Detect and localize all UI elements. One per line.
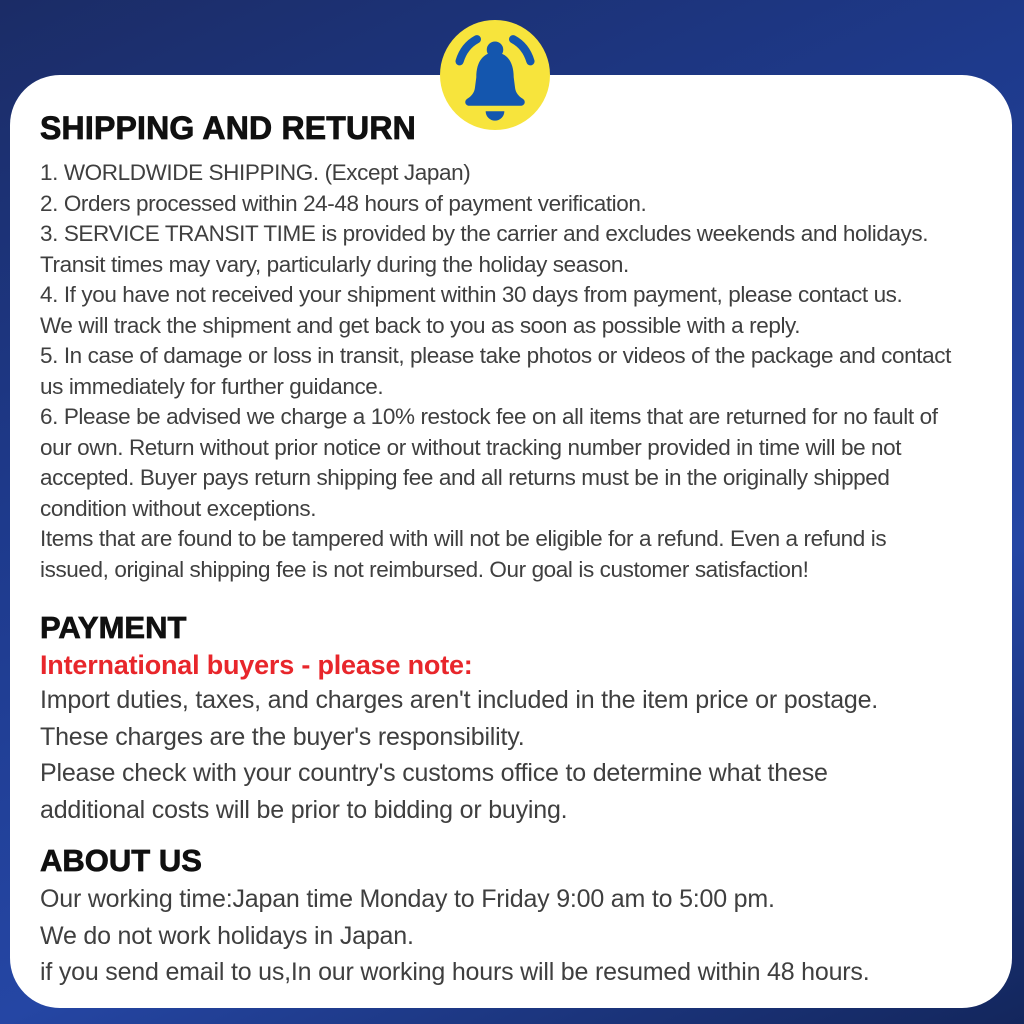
policy-line: These charges are the buyer's responsibility.	[40, 722, 525, 751]
policy-line: Please check with your country's customs office to determine what these	[40, 759, 828, 787]
policy-line: our own. Return without prior notice or without tracking number provided in time will be not	[40, 434, 902, 460]
about-us-text	[40, 881, 984, 991]
section-heading-shipping-and-return: SHIPPING AND RETURN	[40, 110, 416, 146]
policy-line: issued, original shipping fee is not reimbursed. Our goal is customer satisfaction!	[40, 556, 809, 582]
policy-line: 5. In case of damage or loss in transit, please take photos or videos of the package and contact	[40, 343, 951, 368]
policy-line: additional costs will be prior to bidding or buying.	[40, 795, 568, 824]
policy-line: condition without exceptions.	[40, 495, 317, 521]
notification-badge	[440, 20, 550, 130]
policy-line: 1. WORLDWIDE SHIPPING. (Except Japan)	[40, 160, 471, 185]
section-heading-payment: PAYMENT	[40, 610, 187, 645]
section-heading-about-us: ABOUT US	[40, 843, 202, 878]
policy-line: 3. SERVICE TRANSIT TIME is provided by the carrier and excludes weekends and holidays.	[40, 221, 929, 246]
policy-line: us immediately for further guidance.	[40, 373, 384, 399]
policy-line: Items that are found to be tampered with will not be eligible for a refund. Even a refund is	[40, 526, 887, 551]
payment-policy-text	[40, 682, 984, 828]
policy-card	[10, 75, 1012, 1008]
policy-line: Import duties, taxes, and charges aren't included in the item price or postage.	[40, 686, 879, 714]
policy-line: We do not work holidays in Japan.	[40, 921, 414, 950]
policy-line: 2. Orders processed within 24-48 hours of payment verification.	[40, 190, 647, 216]
policy-line: accepted. Buyer pays return shipping fee and all returns must be in the originally shipped	[40, 465, 890, 490]
policy-line: We will track the shipment and get back to you as soon as possible with a reply.	[40, 312, 801, 338]
policy-line: Transit times may vary, particularly during the holiday season.	[40, 251, 629, 277]
shipping-policy-text	[40, 158, 984, 585]
international-buyers-note: International buyers - please note:	[40, 650, 473, 680]
policy-line: if you send email to us,In our working hours will be resumed within 48 hours.	[40, 958, 870, 986]
policy-line: 6. Please be advised we charge a 10% restock fee on all items that are returned for no fault of	[40, 404, 938, 429]
bell-icon	[440, 20, 550, 130]
policy-line: 4. If you have not received your shipment within 30 days from payment, please contact us.	[40, 282, 903, 307]
policy-line: Our working time:Japan time Monday to Friday 9:00 am to 5:00 pm.	[40, 885, 775, 913]
